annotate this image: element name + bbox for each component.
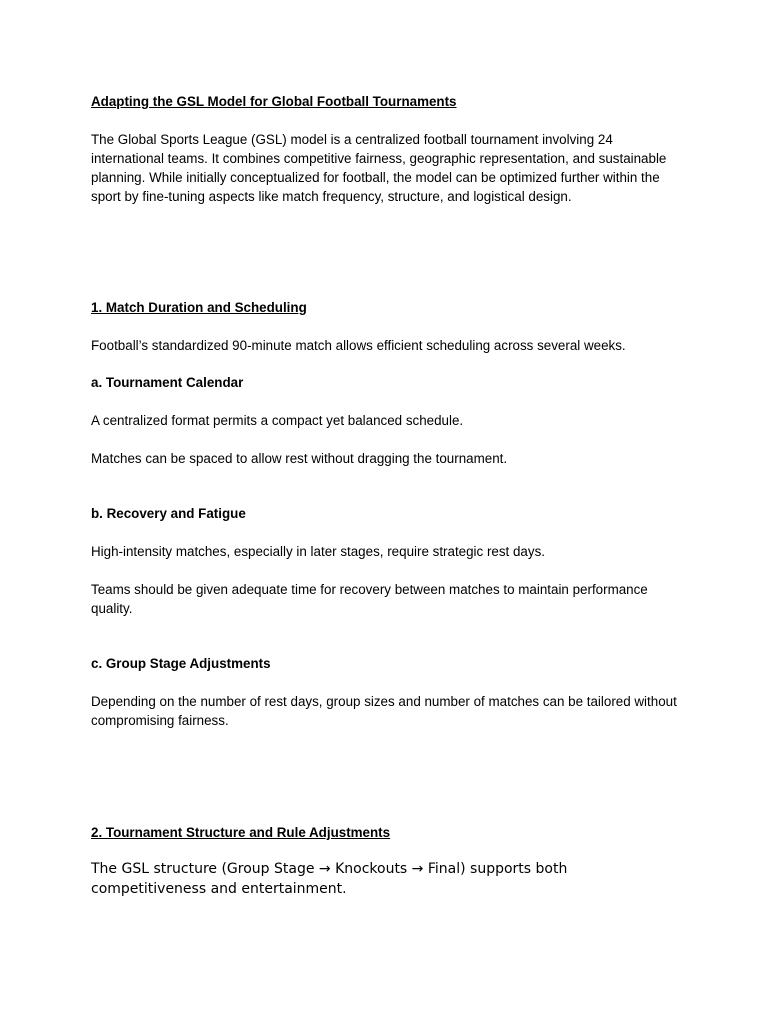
subsection-b-paragraph-1: High-intensity matches, especially in later stages, require strategic rest days. [91, 544, 545, 559]
subsection-c-heading: c. Group Stage Adjustments [91, 656, 271, 671]
subsection-a-paragraph-2: Matches can be spaced to allow rest without dragging the tournament. [91, 451, 508, 466]
subsection-b-heading: b. Recovery and Fatigue [91, 506, 246, 521]
intro-paragraph: The Global Sports League (GSL) model is a centralized football tournament involving 24 international teams. It combines competitive fairness, geographic representation, and sustainable planning. While initially conceptualized for football, the model can be optimized further within the sport by fine-tuning aspects like match frequency, structure, and logistical design. [91, 132, 667, 204]
subsection-b-paragraph-2: Teams should be given adequate time for recovery between matches to maintain performance quality. [91, 582, 648, 616]
subsection-c-paragraph: Depending on the number of rest days, group sizes and number of matches can be tailored without compromising fairness. [91, 694, 677, 728]
section2-heading: 2. Tournament Structure and Rule Adjustments [91, 825, 391, 840]
section1-heading: 1. Match Duration and Scheduling [91, 300, 307, 315]
document-title: Adapting the GSL Model for Global Football Tournaments [91, 94, 457, 109]
subsection-a-heading: a. Tournament Calendar [91, 375, 244, 390]
section2-paragraph: The GSL structure (Group Stage → Knockouts → Final) supports both competitiveness and entertainment. [91, 861, 568, 897]
subsection-a-paragraph-1: A centralized format permits a compact yet balanced schedule. [91, 413, 464, 428]
section1-paragraph: Football’s standardized 90-minute match allows efficient scheduling across several weeks. [91, 338, 626, 353]
